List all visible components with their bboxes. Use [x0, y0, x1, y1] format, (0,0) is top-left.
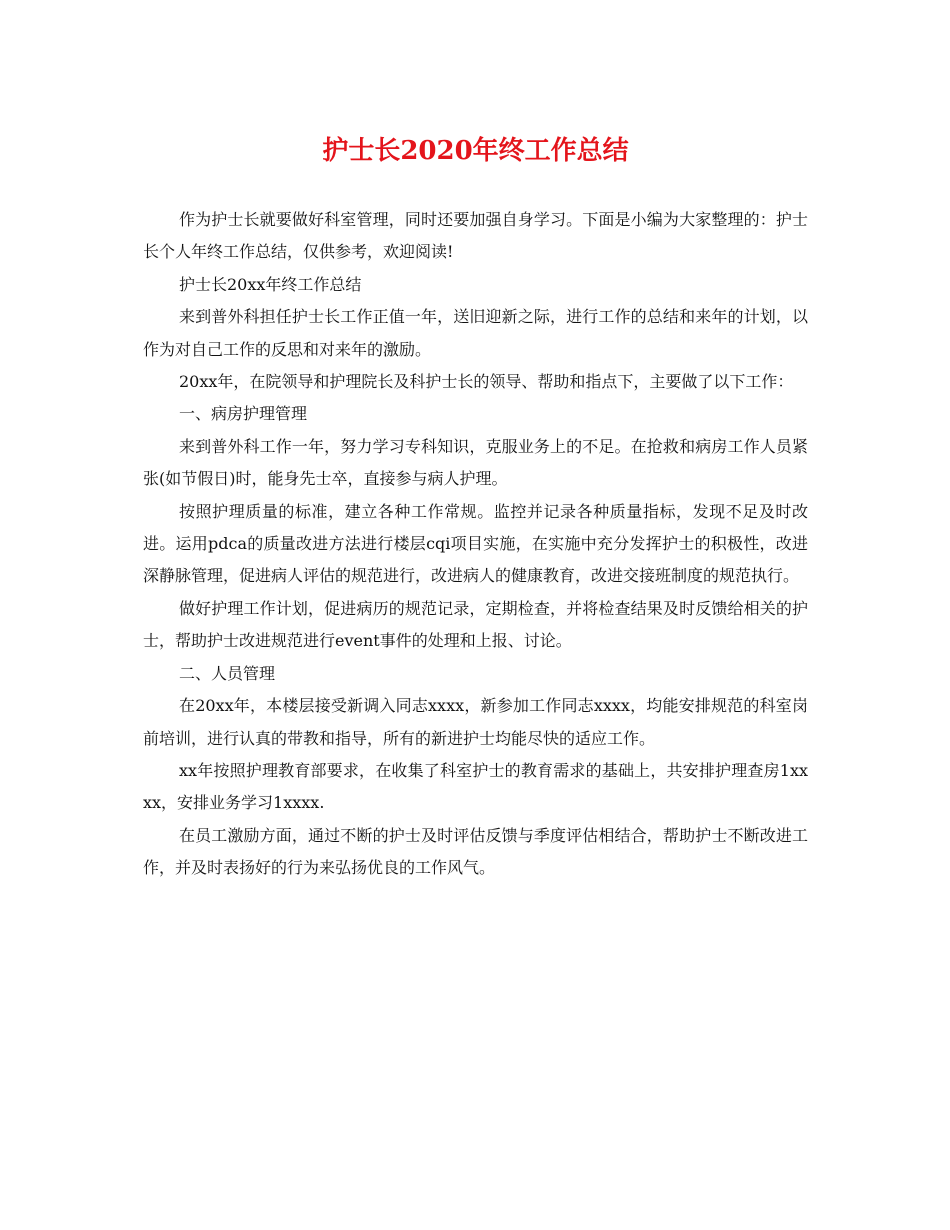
- paragraph-opening: 来到普外科担任护士长工作正值一年，送旧迎新之际，进行工作的总结和来年的计划，以作为对自己工作的反思和对来年的激励。: [143, 307, 808, 359]
- paragraph-staff-3: 在员工激励方面，通过不断的护士及时评估反馈与季度评估相结合，帮助护士不断改进工作，并及时表扬好的行为来弘扬优良的工作风气。: [143, 825, 808, 878]
- section-heading-ward-nursing: 一、病房护理管理: [179, 404, 308, 424]
- paragraph-staff-1: 在20xx年，本楼层接受新调入同志xxxx，新参加工作同志xxxx，均能安排规范的科室岗前培训，进行认真的带教和指导，所有的新进护士均能尽快的适应工作。: [143, 696, 808, 748]
- paragraph-ward-1: 来到普外科工作一年，努力学习专科知识，克服业务上的不足。在抢救和病房工作人员紧张(如节假日)时，能身先士卒，直接参与病人护理。: [143, 436, 808, 489]
- document-page: [143, 0, 808, 1230]
- paragraph-intro: 作为护士长就要做好科室管理，同时还要加强自身学习。下面是小编为大家整理的：护士长个人年终工作总结，仅供参考，欢迎阅读!: [143, 210, 808, 262]
- document-body: [143, 204, 808, 885]
- paragraph-staff-2: xx年按照护理教育部要求，在收集了科室护士的教育需求的基础上，共安排护理查房1xxxx，安排业务学习1xxxx.: [143, 760, 808, 813]
- document-title: 护士长2020年终工作总结: [322, 136, 629, 166]
- paragraph-ward-2: 按照护理质量的标准，建立各种工作常规。监控并记录各种质量指标，发现不足及时改进。运用pdca的质量改进方法进行楼层cqi项目实施，在实施中充分发挥护士的积极性，改进深静脉管理，促进病人评估的规范进行，改进病人的健康教育，改进交接班制度的规范执行。: [143, 501, 808, 586]
- section-heading-staff: 二、人员管理: [179, 663, 276, 683]
- paragraph-ward-3: 做好护理工作计划，促进病历的规范记录，定期检查，并将检查结果及时反馈给相关的护士，帮助护士改进规范进行event事件的处理和上报、讨论。: [143, 598, 808, 651]
- paragraph-subtitle: 护士长20xx年终工作总结: [179, 274, 362, 294]
- paragraph-overview: 20xx年，在院领导和护理院长及科护士长的领导、帮助和指点下，主要做了以下工作：: [179, 372, 794, 392]
